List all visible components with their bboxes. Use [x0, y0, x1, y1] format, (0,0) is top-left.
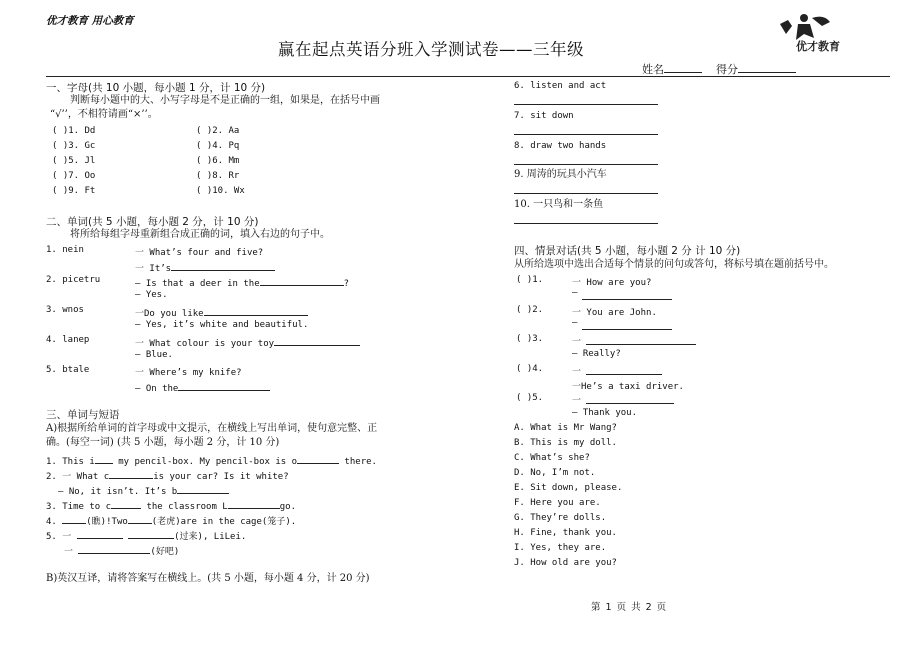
dialog-line: — Thank you.: [572, 408, 638, 418]
word-answer: — On the: [135, 380, 270, 394]
option-item: D. No, I’m not.: [514, 468, 596, 478]
letter-item: ( )5. Jl: [52, 156, 96, 166]
name-blank[interactable]: [664, 62, 702, 73]
answer-line[interactable]: [586, 374, 662, 375]
part3-instruction: A)根据所给单词的首字母或中文提示，在横线上写出单词，使句意完整、正: [46, 423, 378, 434]
fill-sentence: 4. (瞧)!Two (老虎)are in the cage(笼子).: [46, 513, 296, 527]
dialog-number: ( )5.: [516, 393, 544, 403]
word-question: 一 Where’s my knife?: [135, 368, 242, 378]
answer-blank[interactable]: [177, 483, 229, 494]
answer-blank[interactable]: [111, 498, 141, 509]
score-label: 得分: [716, 63, 738, 76]
answer-line[interactable]: [514, 193, 658, 194]
part4-instruction: 从所给选项中选出合适每个情景的问句或答句，将标号填在题前括号中。: [514, 259, 834, 270]
answer-line[interactable]: [514, 134, 658, 135]
word-label: 2. picetru: [46, 275, 101, 285]
answer-blank[interactable]: [78, 543, 150, 554]
part3-heading: 三、单词与短语: [46, 409, 120, 421]
word-label: 1. nein: [46, 245, 84, 255]
part2-instruction: 将所给每组字母重新组合成正确的词，填入右边的句子中。: [70, 229, 330, 240]
word-question: 一 What’s four and five?: [135, 248, 264, 258]
answer-line[interactable]: [586, 403, 674, 404]
part2-heading: 二、单词(共 5 小题，每小题 2 分，计 10 分): [46, 216, 259, 228]
logo-text: 优才教育: [796, 40, 840, 52]
header-rule: [46, 76, 890, 77]
answer-line[interactable]: [582, 299, 672, 300]
dialog-line: 一 How are you?: [572, 278, 652, 288]
dialog-line: 一: [572, 367, 582, 377]
answer-blank[interactable]: [77, 528, 123, 539]
option-item: H. Fine, thank you.: [514, 528, 617, 538]
option-item: G. They’re dolls.: [514, 513, 607, 523]
answer-blank[interactable]: [204, 305, 308, 316]
score-blank[interactable]: [738, 62, 796, 73]
fill-sentence: — No, it isn’t. It’s b: [58, 483, 229, 497]
letter-item: ( )2. Aa: [196, 126, 240, 136]
option-item: E. Sit down, please.: [514, 483, 623, 493]
option-item: I. Yes, they are.: [514, 543, 607, 553]
dialog-line: 一 You are John.: [572, 308, 657, 318]
word-label: 5. btale: [46, 365, 90, 375]
dialog-line: —: [572, 318, 578, 328]
answer-line[interactable]: [514, 104, 658, 105]
fill-sentence: 2. 一 What c is your car? Is it white?: [46, 468, 289, 482]
page-footer: 第 1 页 共 2 页: [591, 602, 668, 613]
answer-line[interactable]: [514, 223, 658, 224]
letter-item: ( )7. Oo: [52, 171, 96, 181]
letter-item: ( )6. Mm: [196, 156, 240, 166]
option-item: F. Here you are.: [514, 498, 601, 508]
answer-blank[interactable]: [109, 468, 153, 479]
answer-blank[interactable]: [128, 528, 174, 539]
dialog-number: ( )4.: [516, 364, 544, 374]
dialog-line: — Really?: [572, 349, 621, 359]
part1-instruction-2: “√’’，不相符请画“×’’。: [50, 109, 158, 120]
answer-line[interactable]: [586, 344, 696, 345]
dialog-line: —: [572, 288, 578, 298]
option-item: B. This is my doll.: [514, 438, 617, 448]
school-logo: [774, 12, 858, 52]
answer-line[interactable]: [514, 164, 658, 165]
page-title: 赢在起点英语分班入学测试卷——三年级: [278, 40, 584, 59]
part3-sub-b: B)英汉互译，请将答案写在横线上。(共 5 小题，每小题 4 分，计 20 分): [46, 573, 370, 584]
header-slogan: 优才教育 用心教育: [46, 15, 134, 27]
dialog-line: 一: [572, 337, 582, 347]
answer-line[interactable]: [582, 329, 672, 330]
word-answer: 一 It’s: [135, 260, 275, 274]
letter-item: ( )10. Wx: [196, 186, 245, 196]
letter-item: ( )8. Rr: [196, 171, 240, 181]
word-label: 3. wnos: [46, 305, 84, 315]
dialog-number: ( )3.: [516, 334, 544, 344]
part1-heading: 一、字母(共 10 小题，每小题 1 分，计 10 分): [46, 82, 266, 94]
letter-item: ( )4. Pq: [196, 141, 240, 151]
answer-blank[interactable]: [274, 335, 360, 346]
dialog-number: ( )1.: [516, 275, 544, 285]
letter-item: ( )3. Gc: [52, 141, 96, 151]
translate-item: 9. 周涛的玩具小汽车: [514, 169, 607, 180]
word-answer: — Yes, it’s white and beautiful.: [135, 320, 309, 330]
translate-item: 7. sit down: [514, 111, 574, 121]
answer-blank[interactable]: [178, 380, 270, 391]
dialog-line: 一He’s a taxi driver.: [572, 382, 684, 392]
fill-sentence: 5. 一 (过来), LiLei.: [46, 528, 246, 542]
answer-blank[interactable]: [228, 498, 280, 509]
answer-blank[interactable]: [62, 513, 86, 524]
word-question: — Is that a deer in the ?: [135, 275, 349, 289]
letter-item: ( )1. Dd: [52, 126, 96, 136]
translate-item: 8. draw two hands: [514, 141, 607, 151]
option-item: J. How old are you?: [514, 558, 617, 568]
answer-blank[interactable]: [171, 260, 275, 271]
letter-item: ( )9. Ft: [52, 186, 96, 196]
translate-item: 6. listen and act: [514, 81, 607, 91]
word-label: 4. lanep: [46, 335, 90, 345]
word-question: 一 What colour is your toy: [135, 335, 360, 349]
fill-sentence: 3. Time to c the classroom L go.: [46, 498, 296, 512]
option-item: C. What’s she?: [514, 453, 590, 463]
name-score-field: [642, 61, 796, 77]
word-question: 一Do you like: [135, 305, 308, 319]
translate-item: 10. 一只鸟和一条鱼: [514, 199, 604, 210]
dialog-number: ( )2.: [516, 305, 544, 315]
fill-sentence: 1. This i my pencil-box. My pencil-box is o there.: [46, 453, 377, 467]
option-item: A. What is Mr Wang?: [514, 423, 617, 433]
part3-instruction-2: 确。(每空一词) (共 5 小题，每小题 2 分，计 10 分): [46, 437, 280, 448]
fill-sentence: 一 (好吧): [64, 543, 179, 557]
word-answer: — Yes.: [135, 290, 168, 300]
answer-blank[interactable]: [128, 513, 152, 524]
name-label: 姓名: [642, 63, 664, 76]
part4-heading: 四、情景对话(共 5 小题，每小题 2 分 计 10 分): [514, 245, 741, 257]
part1-instruction: 判断每小题中的大、小写字母是不是正确的一组，如果是，在括号中画: [70, 95, 380, 106]
answer-blank[interactable]: [95, 453, 113, 464]
word-answer: — Blue.: [135, 350, 173, 360]
answer-blank[interactable]: [297, 453, 339, 464]
dialog-line: 一: [572, 396, 582, 406]
answer-blank[interactable]: [260, 275, 344, 286]
